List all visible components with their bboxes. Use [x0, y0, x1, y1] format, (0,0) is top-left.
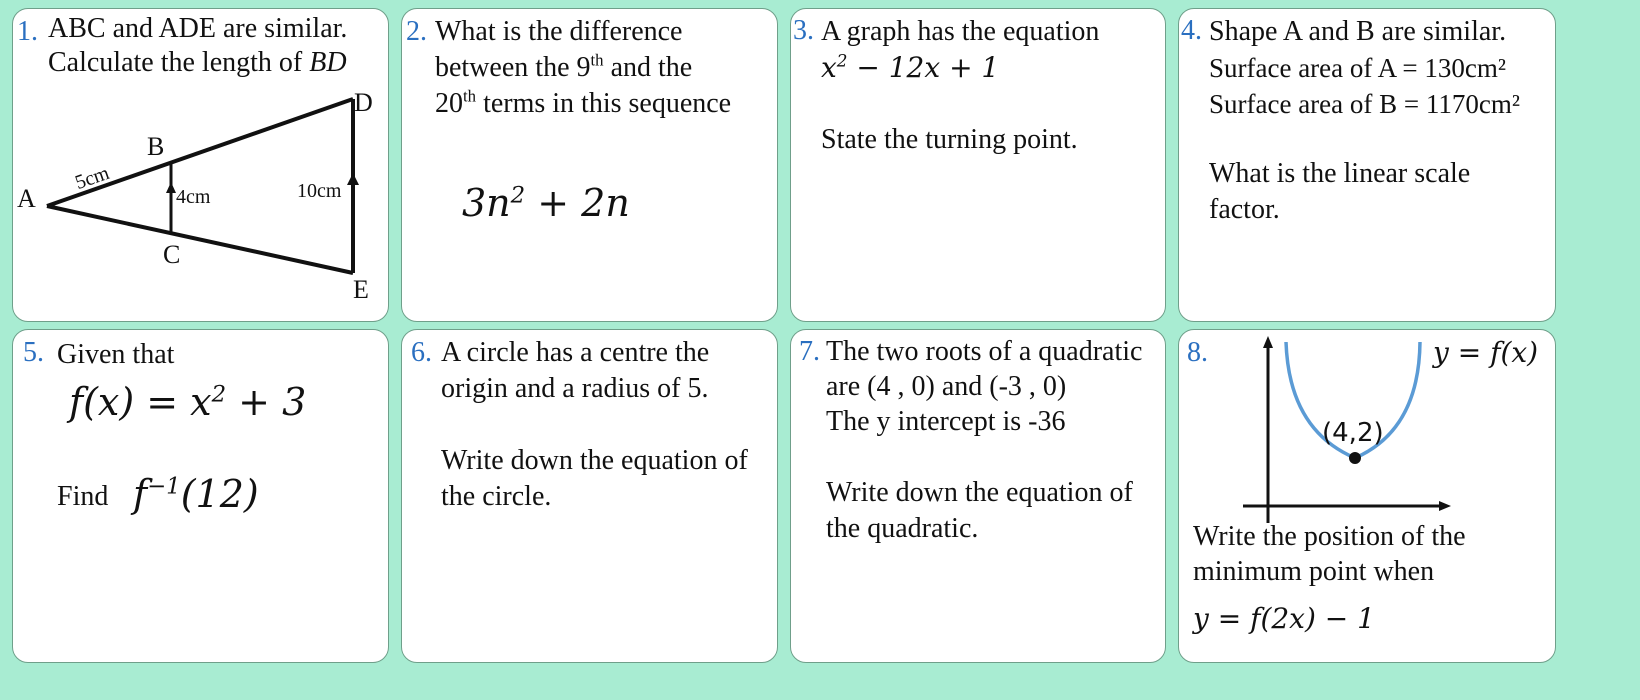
question-number: 2. [406, 16, 427, 47]
similar-triangles-diagram [13, 9, 389, 322]
question-text-line: are (4 , 0) and (-3 , 0) [826, 371, 1067, 402]
question-card-1 [12, 8, 389, 322]
superscript: th [463, 86, 477, 106]
text-fragment: Calculate the length of [48, 47, 310, 78]
text-fragment: and the [603, 52, 693, 83]
question-text-line: Write down the equation of [826, 477, 1133, 508]
equation [821, 51, 999, 85]
question-text-line: the quadratic. [826, 513, 979, 544]
superscript: 2 [211, 381, 227, 408]
question-text-line: factor. [1209, 194, 1280, 225]
question-number: 5. [23, 337, 44, 368]
superscript: th [590, 50, 604, 70]
question-card-2 [401, 8, 778, 322]
question-number: 6. [411, 337, 432, 368]
measure-ab: 5cm [72, 161, 113, 195]
text-fragment: x [821, 51, 837, 84]
question-text-line: Surface area of A = 130cm² [1209, 53, 1506, 83]
text-fragment: 3n [462, 181, 511, 225]
question-card-8 [1178, 329, 1556, 663]
transformed-equation: y = f(2x) − 1 [1193, 602, 1375, 635]
question-text-line: What is the linear scale [1209, 158, 1471, 189]
question-text-line: Find [57, 481, 109, 512]
variable-bd: BD [309, 47, 347, 78]
question-text-line: Write down the equation of [441, 445, 748, 476]
vertex-label-d: D [354, 88, 373, 117]
question-text-line: Shape A and B are similar. [1209, 16, 1507, 47]
text-fragment: (12) [180, 472, 259, 516]
question-text-line: A graph has the equation [821, 16, 1100, 47]
superscript: −1 [147, 473, 181, 500]
text-fragment: between the 9 [435, 52, 591, 83]
superscript: 2 [836, 50, 848, 71]
function-definition [69, 380, 306, 424]
measure-bc: 4cm [176, 186, 211, 208]
question-text-line: The two roots of a quadratic [826, 336, 1143, 367]
question-card-4 [1178, 8, 1556, 322]
question-text-line: State the turning point. [821, 124, 1078, 155]
vertex-label-b: B [147, 132, 165, 161]
minimum-point-label: (4,2) [1322, 418, 1384, 448]
question-text-line: the circle. [441, 481, 552, 512]
superscript: 2 [510, 182, 526, 209]
question-text-line: Write the position of the [1193, 521, 1466, 552]
measure-de: 10cm [297, 180, 342, 202]
question-text-line: The y intercept is -36 [826, 406, 1066, 437]
question-card-7 [790, 329, 1166, 663]
question-text-line: minimum point when [1193, 556, 1435, 587]
question-text-line: origin and a radius of 5. [441, 373, 709, 404]
function-label: y = f(x) [1433, 336, 1539, 369]
question-text-line: Given that [57, 339, 175, 370]
text-fragment: 20 [435, 88, 463, 119]
text-fragment: terms in this sequence [476, 88, 732, 119]
question-number: 7. [799, 336, 820, 367]
question-card-3 [790, 8, 1166, 322]
question-number: 3. [793, 15, 814, 46]
sequence-expression [462, 181, 630, 225]
question-text-line: A circle has a centre the [441, 337, 710, 368]
question-text-line: Surface area of B = 1170cm² [1209, 89, 1520, 119]
vertex-label-c: C [163, 240, 181, 269]
text-fragment: f [133, 472, 148, 516]
question-text-line: What is the difference [435, 16, 683, 47]
text-fragment: − 12x + 1 [847, 51, 1000, 84]
vertex-label-a: A [17, 184, 36, 213]
question-text-line [435, 87, 731, 121]
text-fragment: + 3 [226, 380, 307, 424]
text-fragment: f(x) = x [69, 380, 212, 424]
text-fragment: + 2n [525, 181, 630, 225]
question-number: 4. [1181, 15, 1202, 46]
question-number: 1. [17, 16, 38, 47]
question-text-line: ABC and ADE are similar. [48, 13, 348, 44]
inverse-function-expression [133, 472, 259, 516]
question-number: 8. [1187, 337, 1208, 368]
question-text-line [435, 51, 692, 85]
question-card-5 [12, 329, 389, 663]
question-card-6 [401, 329, 778, 663]
vertex-label-e: E [353, 275, 369, 304]
